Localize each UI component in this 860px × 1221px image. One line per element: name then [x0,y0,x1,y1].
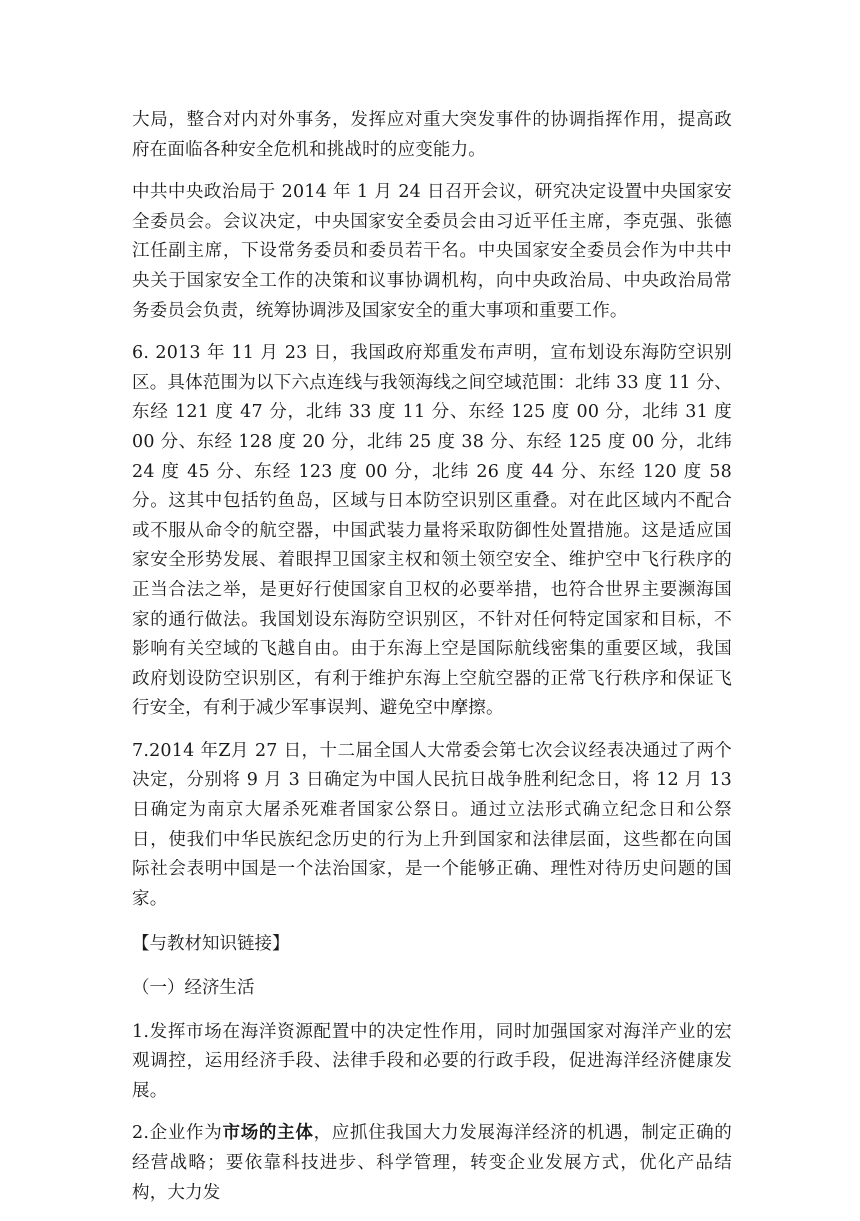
paragraph-enterprise-strategy [132,1119,732,1208]
paragraph-air-defense-zone: 6. 2013 年 11 月 23 日，我国政府郑重发布声明，宣布划设东海防空识别区。具体范围为以下六点连线与我领海线之间空域范围：北纬 33 度 11 分、东经 121 度 47 分，北纬 33 度 11 分、东经 125 度 00 分，北纬 31 度 00 分、东经 128 度 20 分，北纬 25 度 38 分、东经 125 度 00 分，北纬 24 度 45 分、东经 123 度 00 分，北纬 26 度 44 分、东经 120 度 58 分。这其中包括钓鱼岛，区域与日本防空识别区重叠。对在此区域内不配合或不服从命令的航空器，中国武装力量将采取防御性处置措施。这是适应国家安全形势发展、着眼捍卫国家主权和领土领空安全、维护空中飞行秩序的正当合法之举，是更好行使国家自卫权的必要举措，也符合世界主要濒海国家的通行做法。我国划设东海防空识别区，不针对任何特定国家和目标，不影响有关空域的飞越自由。由于东海上空是国际航线密集的重要区域，我国政府划设防空识别区，有利于维护东海上空航空器的正常飞行秩序和保证飞行安全，有利于减少军事误判、避免空中摩擦。 [132,343,732,719]
enterprise-text-pre: 2.企业作为 [132,1123,223,1144]
enterprise-text-post: ，应抓住我国大力发展海洋经济的机遇，制定正确的经营战略；要依靠科技进步、科学管理，转变企业发展方式，优化产品结构，大力发 [132,1123,732,1203]
document-body [132,106,732,1221]
paragraph-national-security-commission: 中共中央政治局于 2014 年 1 月 24 日召开会议，研究决定设置中央国家安全委员会。会议决定，中央国家安全委员会由习近平任主席，李克强、张德江任副主席，下设常务委员和委员若干名。中央国家安全委员会作为中共中央关于国家安全工作的决策和议事协调机构，向中央政治局、中央政治局常务委员会负责，统筹协调涉及国家安全的重大事项和重要工作。 [132,182,732,321]
section-heading: 【与教材知识链接】 [132,934,290,955]
paragraph-security-overview: 大局，整合对内对外事务，发挥应对重大突发事件的协调指挥作用，提高政府在面临各种安全危机和挑战时的应变能力。 [132,110,732,160]
market-subject-bold-text: 市场的主体 [222,1123,314,1144]
paragraph-market-allocation: 1.发挥市场在海洋资源配置中的决定性作用，同时加强国家对海洋产业的宏观调控，运用经济手段、法律手段和必要的行政手段，促进海洋经济健康发展。 [132,1021,732,1101]
sub-heading-economic-life: （一）经济生活 [132,978,255,999]
paragraph-memorial-days: 7.2014 年Z月 27 日，十二届全国人大常委会第七次会议经表决通过了两个决定，分别将 9 月 3 日确定为中国人民抗日战争胜利纪念日，将 12 月 13 日确定为南京大屠杀死难者国家公祭日。通过立法形式确立纪念日和公祭日，使我们中华民族纪念历史的行为上升到国家和法律层面，这些都在向国际社会表明中国是一个法治国家，是一个能够正确、理性对待历史问题的国家。 [132,740,732,909]
